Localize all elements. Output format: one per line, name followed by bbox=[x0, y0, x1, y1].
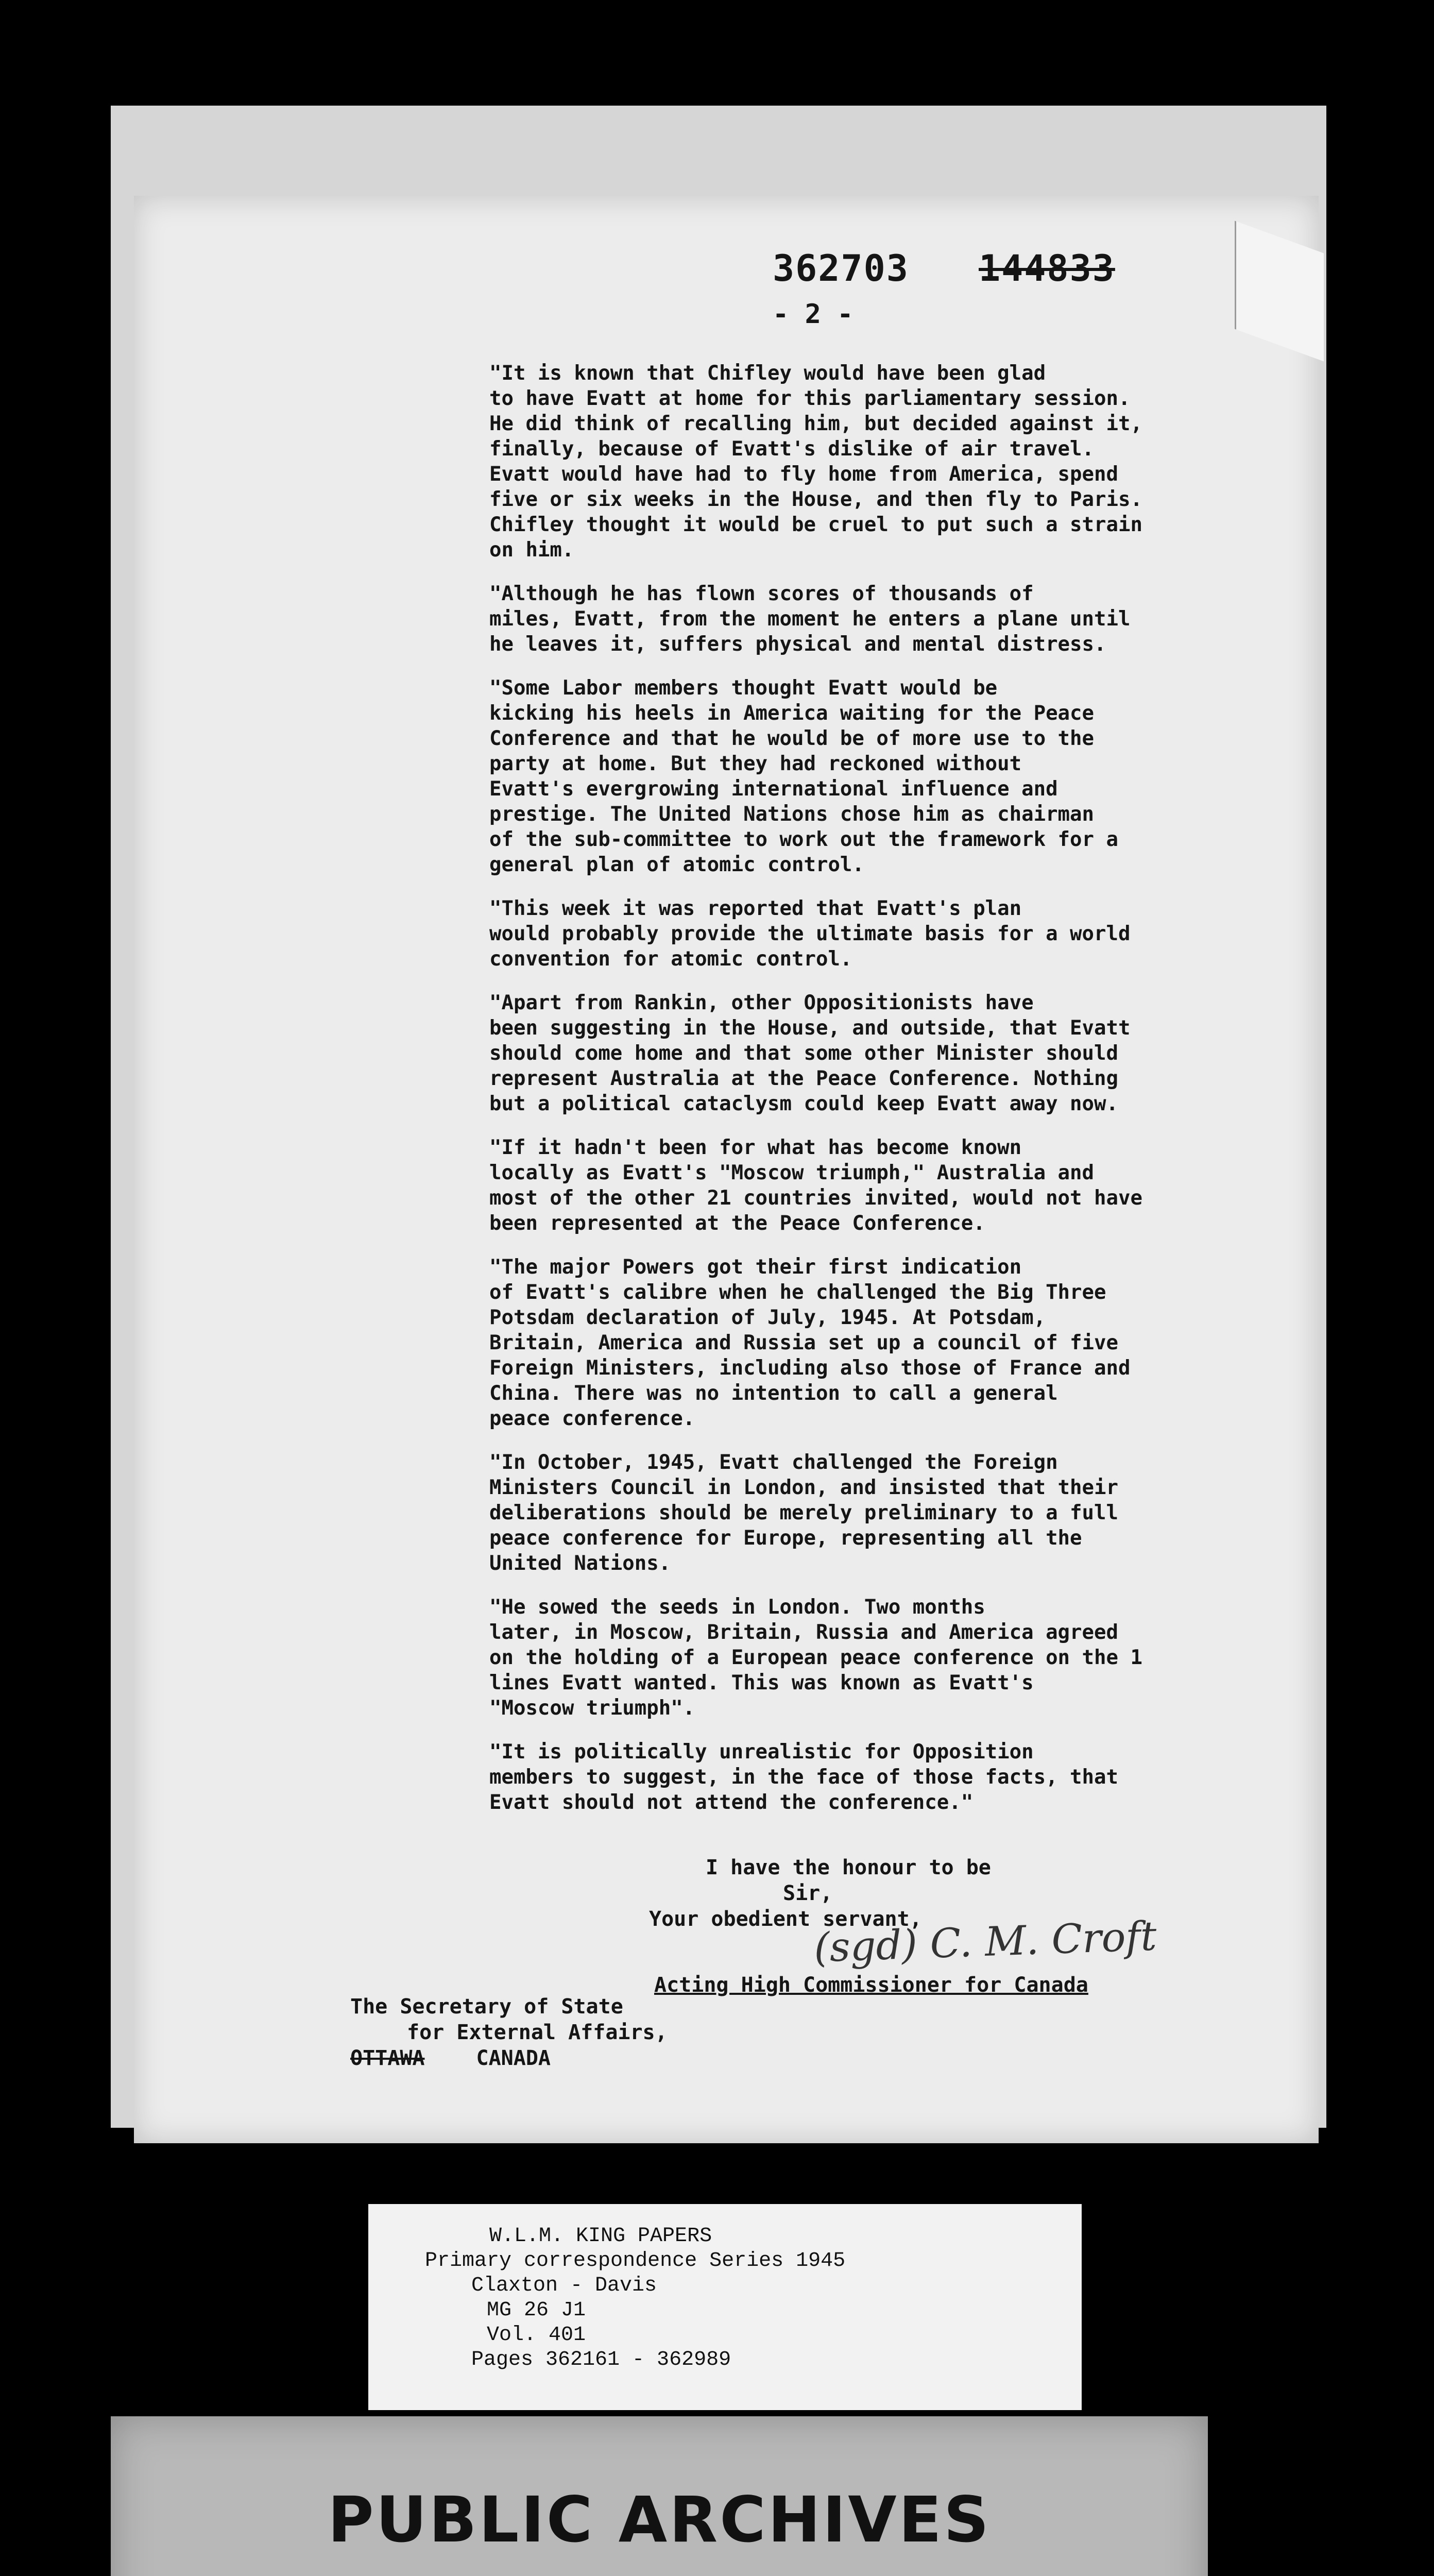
closing-line: Your obedient servant, bbox=[649, 1907, 922, 1931]
recipient-country: CANADA bbox=[476, 2046, 551, 2070]
recipient-line: for External Affairs, bbox=[407, 2021, 668, 2044]
paragraph: "In October, 1945, Evatt challenged the Foreign Ministers Council in London, and insisted that their deliberations should be merely preliminary to a full peace conference for Europe, representing all the United Nations. bbox=[489, 1451, 1118, 1575]
paragraph: "This week it was reported that Evatt's plan would probably provide the ultimate basis for a world convention for atomic control. bbox=[489, 897, 1131, 971]
paragraph: "He sowed the seeds in London. Two months later, in Moscow, Britain, Russia and America agreed on the holding of a European peace conference on the 1 lines Evatt wanted. This was known as Evatt's "Moscow triumph". bbox=[489, 1596, 1142, 1720]
letter-page bbox=[134, 196, 1319, 2143]
archive-label bbox=[368, 2204, 1082, 2410]
closing-line: Sir, bbox=[783, 1882, 833, 1905]
label-line: Pages 362161 - 362989 bbox=[471, 2348, 731, 2371]
handwritten-signature: (sgd) C. M. Croft bbox=[813, 1913, 1158, 1972]
letter-body bbox=[489, 361, 1308, 1834]
recipient-block bbox=[350, 1994, 668, 2071]
page-number: - 2 - bbox=[773, 299, 853, 330]
paragraph: "Although he has flown scores of thousands of miles, Evatt, from the moment he enters a plane until he leaves it, suffers physical and mental distress. bbox=[489, 582, 1131, 656]
label-line: W.L.M. KING PAPERS bbox=[489, 2225, 712, 2248]
recipient-location bbox=[350, 2045, 668, 2071]
paragraph: "If it hadn't been for what has become known locally as Evatt's "Moscow triumph," Australia and most of the other 21 countries invited, would not have been represented at the Peace Conference. bbox=[489, 1136, 1142, 1235]
paragraph: "Apart from Rankin, other Oppositionists have been suggesting in the House, and outside, that Evatt should come home and that some other Minister should represent Australia at the Peace Conference. Nothing but a political cataclysm could keep Evatt away now. bbox=[489, 991, 1131, 1115]
stamp-line: PUBLIC ARCHIVES bbox=[328, 2483, 991, 2556]
paragraph: "The major Powers got their first indication of Evatt's calibre when he challenged the Big Three Potsdam declaration of July, 1945. At Potsdam, Britain, America and Russia set up a council of five Foreign Ministers, including also those of France and China. There was no intention to call a general peace conference. bbox=[489, 1256, 1131, 1430]
label-line: Claxton - Davis bbox=[471, 2274, 657, 2297]
label-line: MG 26 J1 bbox=[487, 2299, 586, 2322]
struck-document-number: 144833 bbox=[979, 247, 1115, 290]
label-line: Primary correspondence Series 1945 bbox=[425, 2249, 846, 2273]
archives-stamp bbox=[111, 2416, 1208, 2576]
folded-corner bbox=[1235, 221, 1324, 362]
label-line: Vol. 401 bbox=[487, 2324, 586, 2347]
recipient-city: OTTAWA bbox=[350, 2046, 425, 2070]
closing-line: I have the honour to be bbox=[706, 1856, 991, 1879]
paragraph: "It is politically unrealistic for Opposition members to suggest, in the face of those facts, that Evatt should not attend the conference." bbox=[489, 1740, 1118, 1814]
recipient-line: The Secretary of State bbox=[350, 1995, 623, 2019]
document-number: 362703 bbox=[773, 247, 909, 290]
signatory-title: Acting High Commissioner for Canada bbox=[654, 1973, 1088, 1997]
paragraph: "Some Labor members thought Evatt would be kicking his heels in America waiting for the Peace Conference and that he would be of more use to the party at home. But they had reckoned without Evatt's evergrowing international influence and prestige. The United Nations chose him as chairman of the sub-committee to work out the framework for a general plan of atomic control. bbox=[489, 676, 1118, 876]
paragraph: "It is known that Chifley would have been glad to have Evatt at home for this parliamentary session. He did think of recalling him, but decided against it, finally, because of Evatt's dislike of air travel. Evatt would have had to fly home from America, spend five or six weeks in the House, and then fly to Paris. Chifley thought it would be cruel to put such a strain on him. bbox=[489, 362, 1142, 562]
